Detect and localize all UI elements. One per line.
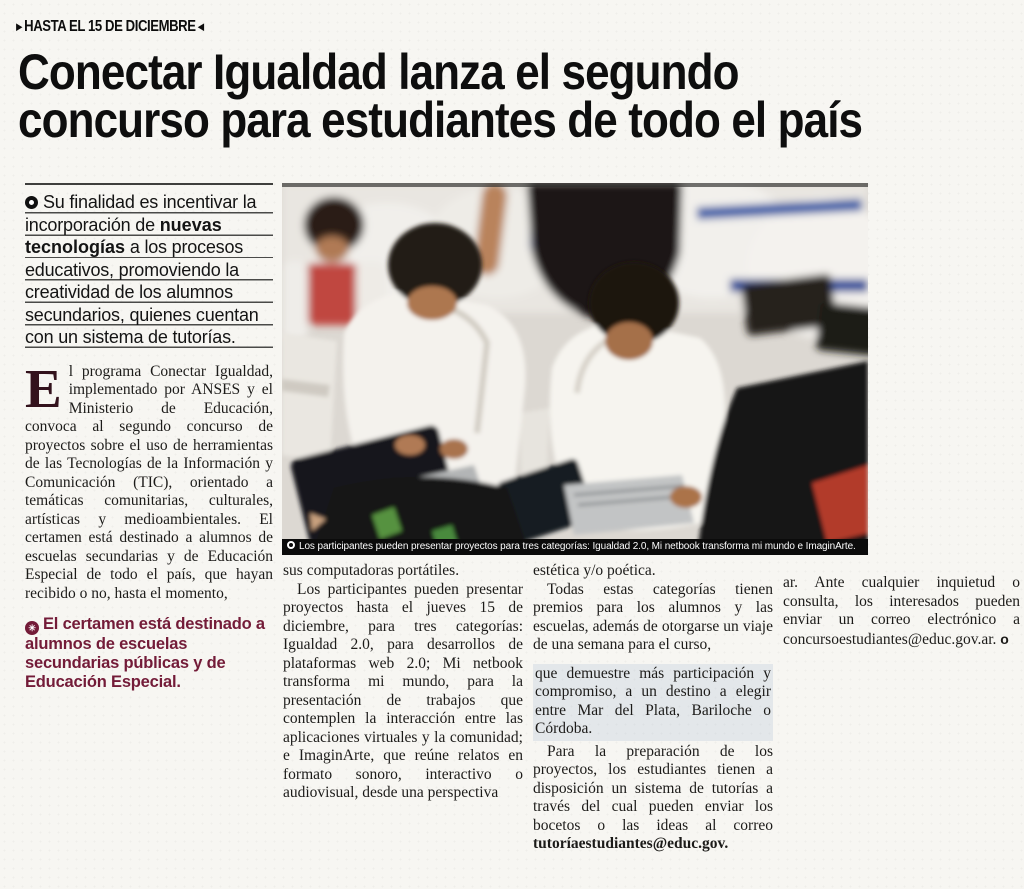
caption-bullet-icon xyxy=(287,541,295,549)
column-2-paragraph-2: Los participantes pueden presentar proyectos hasta el jueves 15 de diciembre, para tres categorías: Igualdad 2.0, para desarrollos de plataformas web 2.0; Mi netbook transforma mi mundo, para la presentación de trabajos que contemplen la interacción entre las aplicaciones virtuales y la comunidad; e ImaginArte, que reúne relatos en formato sonoro, interactivo o audiovisual, desde una perspectiva xyxy=(283,580,523,801)
article-column-2 xyxy=(283,562,523,803)
column-3-paragraph-4-text: Para la preparación de los proyectos, los estudiantes tienen a disposición un sistema de tutorías a través del cual pueden enviar los bocetos o las ideas al correo xyxy=(533,742,773,834)
article-paragraph xyxy=(25,357,273,604)
column-3-paragraph-1: estética y/o poética. xyxy=(533,562,656,579)
article-end-mark: o xyxy=(1000,630,1009,647)
lead-text-post: a los procesos educativos, promoviendo la creatividad de los alumnos secundarios, quienes cuentan con un sistema de tutorías. xyxy=(25,237,259,347)
column-4-paragraph-1-text: ar. Ante cualquier inquietud o consulta, los interesados pueden enviar un correo electrónico a concursoestudiantes@educ.gov.ar. xyxy=(783,574,1020,648)
lead-text-pre: Su finalidad es incentivar la incorporación de xyxy=(25,192,257,235)
article-photo xyxy=(282,183,868,555)
article-column-4 xyxy=(783,574,1020,649)
pullquote-text: El certamen está destinado a alumnos de escuelas secundarias públicas y de Educación Especial. xyxy=(25,615,265,691)
column-4-paragraph-1 xyxy=(783,574,1020,649)
drop-cap: E xyxy=(25,357,62,419)
pull-quote xyxy=(25,615,273,692)
left-column xyxy=(25,183,273,692)
headline-line-1: Conectar Igualdad lanza el segundo xyxy=(18,44,739,100)
lead-paragraph xyxy=(25,183,273,349)
column-3-paragraph-2: Todas estas categorías tienen premios para los alumnos y las escuelas, además de otorgarse un viaje de una semana para el curso, xyxy=(533,580,773,653)
article-paragraph-text: l programa Conectar Igualdad, implementado por ANSES y el Ministerio de Educación, convoca al segundo concurso de proyectos sobre el uso de herramientas de las Tecnologías de la Información y Comunicación (TIC), orientado a temáticas comunitarias, culturales, artísticas y medioambientales. El certamen está destinado a alumnos de escuelas secundarias y de Educación Especial de todo el país, que hayan recibido o no, hasta el momento, xyxy=(25,362,273,602)
pullquote-badge-icon: ✳ xyxy=(25,621,39,635)
tutoring-email: tutoríaestudiantes@educ.gov. xyxy=(533,835,729,852)
kicker-arrow-left-icon: ► xyxy=(14,19,25,34)
lead-bullet-icon xyxy=(25,196,38,209)
headline-line-2: concurso para estudiantes de todo el país xyxy=(18,92,863,148)
photo-caption xyxy=(282,539,868,555)
column-3-paragraph-4 xyxy=(533,743,773,854)
kicker-arrow-right-icon: ◄ xyxy=(195,19,206,34)
article-column-3 xyxy=(533,562,773,854)
photo-caption-text: Los participantes pueden presentar proyectos para tres categorías: Igualdad 2.0, Mi netbook transforma mi mundo e ImaginArte. xyxy=(299,541,856,552)
kicker-text: HASTA EL 15 DE DICIEMBRE xyxy=(24,18,196,35)
lead-text-bold: nuevas tecnologías xyxy=(25,214,222,257)
page-title xyxy=(18,44,1018,148)
kicker xyxy=(14,18,206,36)
classroom-photo-illustration xyxy=(282,183,868,555)
column-3-paragraph-3: que demuestre más participación y compromiso, a un destino a elegir entre Mar del Plata, Bariloche o Córdoba. xyxy=(533,664,773,741)
column-2-paragraph-1: sus computadoras portátiles. xyxy=(283,562,460,579)
